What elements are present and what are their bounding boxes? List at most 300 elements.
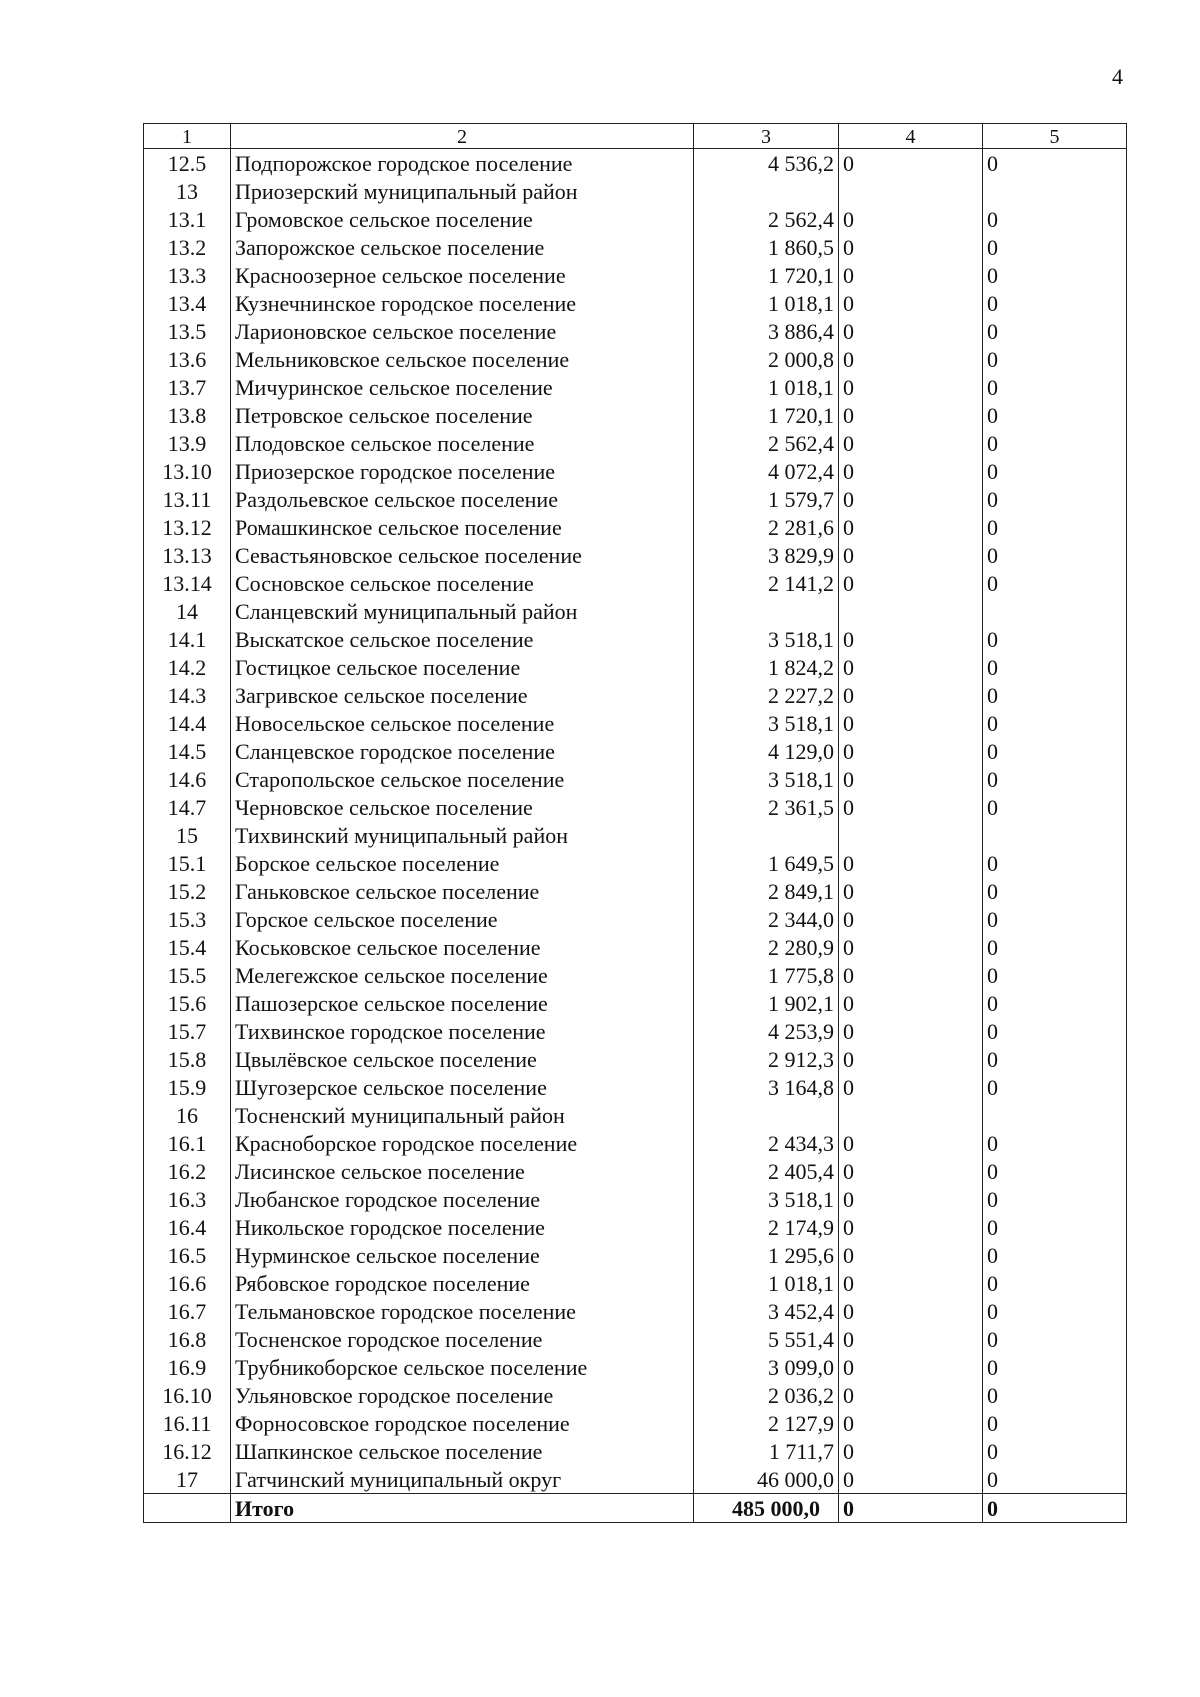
table-row [144,681,1127,709]
col5-cell: 0 [983,1157,1127,1185]
amount-cell: 4 536,2 [694,149,839,178]
row-number: 16.8 [144,1325,231,1353]
row-number: 15.6 [144,989,231,1017]
settlement-name: Нурминское сельское поселение [231,1241,694,1269]
settlement-name: Лисинское сельское поселение [231,1157,694,1185]
amount-cell: 46 000,0 [694,1465,839,1494]
settlement-name: Горское сельское поселение [231,905,694,933]
col4-cell: 0 [839,681,983,709]
table-row [144,1437,1127,1465]
col5-cell: 0 [983,1045,1127,1073]
col4-cell: 0 [839,345,983,373]
col4-cell: 0 [839,1465,983,1494]
total-col4: 0 [839,1494,983,1523]
header-cell-5: 5 [983,124,1127,149]
col4-cell: 0 [839,1353,983,1381]
col4-cell: 0 [839,429,983,457]
settlement-name: Шугозерское сельское поселение [231,1073,694,1101]
total-row [144,1494,1127,1523]
settlement-name: Плодовское сельское поселение [231,429,694,457]
row-number: 13.1 [144,205,231,233]
amount-cell: 1 018,1 [694,373,839,401]
table-row [144,961,1127,989]
col4-cell: 0 [839,877,983,905]
col5-cell: 0 [983,961,1127,989]
row-number: 13.2 [144,233,231,261]
amount-cell: 1 720,1 [694,401,839,429]
table-row [144,1465,1127,1494]
amount-cell: 1 711,7 [694,1437,839,1465]
amount-cell: 3 518,1 [694,625,839,653]
amount-cell: 2 849,1 [694,877,839,905]
table-row [144,1409,1127,1437]
row-number: 13.7 [144,373,231,401]
table-row [144,1241,1127,1269]
settlement-name: Цвылёвское сельское поселение [231,1045,694,1073]
settlement-name: Петровское сельское поселение [231,401,694,429]
col5-cell [983,597,1127,625]
settlement-name: Шапкинское сельское поселение [231,1437,694,1465]
table-row [144,625,1127,653]
amount-cell: 5 551,4 [694,1325,839,1353]
col5-cell: 0 [983,1185,1127,1213]
settlement-name: Гатчинский муниципальный округ [231,1465,694,1494]
col5-cell: 0 [983,1297,1127,1325]
amount-cell: 2 227,2 [694,681,839,709]
table-row [144,261,1127,289]
col5-cell: 0 [983,709,1127,737]
settlement-name: Сланцевское городское поселение [231,737,694,765]
amount-cell: 1 775,8 [694,961,839,989]
settlement-name: Раздольевское сельское поселение [231,485,694,513]
col5-cell: 0 [983,905,1127,933]
col4-cell: 0 [839,1213,983,1241]
col4-cell: 0 [839,1381,983,1409]
table-row [144,1045,1127,1073]
settlement-name: Ларионовское сельское поселение [231,317,694,345]
row-number: 16.5 [144,1241,231,1269]
col5-cell: 0 [983,793,1127,821]
col4-cell: 0 [839,569,983,597]
total-col5: 0 [983,1494,1127,1523]
table-row [144,793,1127,821]
col4-cell: 0 [839,1045,983,1073]
table-row [144,1073,1127,1101]
total-number-cell [144,1494,231,1523]
amount-cell: 2 141,2 [694,569,839,597]
amount-cell: 1 720,1 [694,261,839,289]
row-number: 13.3 [144,261,231,289]
col5-cell: 0 [983,989,1127,1017]
table-row [144,317,1127,345]
table-row [144,149,1127,178]
table-row [144,1353,1127,1381]
table-row [144,345,1127,373]
col4-cell: 0 [839,1269,983,1297]
col5-cell: 0 [983,877,1127,905]
amount-cell: 2 344,0 [694,905,839,933]
col4-cell: 0 [839,737,983,765]
col4-cell: 0 [839,1017,983,1045]
amount-cell: 1 295,6 [694,1241,839,1269]
settlement-name: Мичуринское сельское поселение [231,373,694,401]
col5-cell: 0 [983,513,1127,541]
col5-cell: 0 [983,401,1127,429]
settlement-name: Борское сельское поселение [231,849,694,877]
row-number: 12.5 [144,149,231,178]
col5-cell: 0 [983,457,1127,485]
settlement-name: Громовское сельское поселение [231,205,694,233]
row-number: 16.11 [144,1409,231,1437]
amount-cell [694,597,839,625]
col4-cell: 0 [839,261,983,289]
table-row [144,933,1127,961]
settlement-name: Севастьяновское сельское поселение [231,541,694,569]
table-row [144,233,1127,261]
col4-cell: 0 [839,1437,983,1465]
settlement-name: Трубникоборское сельское поселение [231,1353,694,1381]
table-row [144,1017,1127,1045]
amount-cell: 2 405,4 [694,1157,839,1185]
col5-cell: 0 [983,1073,1127,1101]
row-number: 13.8 [144,401,231,429]
col4-cell: 0 [839,149,983,178]
table-row [144,709,1127,737]
col5-cell: 0 [983,1129,1127,1157]
amount-cell: 2 000,8 [694,345,839,373]
amount-cell: 4 129,0 [694,737,839,765]
col5-cell: 0 [983,1325,1127,1353]
col5-cell: 0 [983,1241,1127,1269]
settlement-name: Сосновское сельское поселение [231,569,694,597]
table-row [144,429,1127,457]
row-number: 16.12 [144,1437,231,1465]
amount-cell: 3 518,1 [694,1185,839,1213]
table-row [144,1325,1127,1353]
row-number: 15.5 [144,961,231,989]
col4-cell: 0 [839,1073,983,1101]
amount-cell: 2 127,9 [694,1409,839,1437]
row-number: 13.10 [144,457,231,485]
col5-cell: 0 [983,849,1127,877]
settlement-name: Мелегежское сельское поселение [231,961,694,989]
settlement-name: Старопольское сельское поселение [231,765,694,793]
settlement-name: Сланцевский муниципальный район [231,597,694,625]
col4-cell: 0 [839,205,983,233]
col4-cell: 0 [839,289,983,317]
row-number: 13.12 [144,513,231,541]
row-number: 15.9 [144,1073,231,1101]
row-number: 13.5 [144,317,231,345]
row-number: 16.6 [144,1269,231,1297]
col4-cell [839,597,983,625]
settlement-name: Ромашкинское сельское поселение [231,513,694,541]
col5-cell: 0 [983,233,1127,261]
col4-cell [839,1101,983,1129]
row-number: 15.4 [144,933,231,961]
table-body [144,124,1127,1523]
col5-cell: 0 [983,261,1127,289]
row-number: 14.1 [144,625,231,653]
col5-cell: 0 [983,569,1127,597]
settlement-name: Ульяновское городское поселение [231,1381,694,1409]
table-row [144,1381,1127,1409]
row-number: 13.6 [144,345,231,373]
col5-cell: 0 [983,485,1127,513]
settlement-name: Красноборское городское поселение [231,1129,694,1157]
table-row [144,597,1127,625]
settlement-name: Ганьковское сельское поселение [231,877,694,905]
col4-cell: 0 [839,485,983,513]
row-number: 13.11 [144,485,231,513]
col5-cell: 0 [983,933,1127,961]
col4-cell: 0 [839,1297,983,1325]
col5-cell: 0 [983,681,1127,709]
col4-cell [839,177,983,205]
table-row [144,373,1127,401]
table-row [144,401,1127,429]
row-number: 15.1 [144,849,231,877]
settlement-name: Приозерский муниципальный район [231,177,694,205]
col4-cell: 0 [839,373,983,401]
col5-cell: 0 [983,765,1127,793]
amount-cell: 2 036,2 [694,1381,839,1409]
amount-cell: 1 902,1 [694,989,839,1017]
col5-cell: 0 [983,289,1127,317]
col4-cell: 0 [839,961,983,989]
amount-cell: 4 072,4 [694,457,839,485]
total-label: Итого [231,1494,694,1523]
row-number: 14.2 [144,653,231,681]
col5-cell: 0 [983,1465,1127,1494]
settlement-name: Выскатское сельское поселение [231,625,694,653]
col4-cell: 0 [839,849,983,877]
col5-cell: 0 [983,1213,1127,1241]
col5-cell [983,177,1127,205]
amount-cell: 3 886,4 [694,317,839,345]
col5-cell: 0 [983,1437,1127,1465]
amount-cell [694,1101,839,1129]
col4-cell: 0 [839,1325,983,1353]
row-number: 15.3 [144,905,231,933]
row-number: 16.3 [144,1185,231,1213]
col4-cell: 0 [839,513,983,541]
settlement-name: Любанское городское поселение [231,1185,694,1213]
col4-cell: 0 [839,1241,983,1269]
row-number: 16.10 [144,1381,231,1409]
amount-cell: 1 824,2 [694,653,839,681]
col4-cell: 0 [839,653,983,681]
amount-cell: 2 562,4 [694,205,839,233]
amount-cell: 2 174,9 [694,1213,839,1241]
amount-cell: 4 253,9 [694,1017,839,1045]
row-number: 13 [144,177,231,205]
settlement-name: Форносовское городское поселение [231,1409,694,1437]
row-number: 15.7 [144,1017,231,1045]
settlement-name: Тосненское городское поселение [231,1325,694,1353]
row-number: 16 [144,1101,231,1129]
table-row [144,989,1127,1017]
col4-cell: 0 [839,765,983,793]
table-row [144,1157,1127,1185]
table-row [144,765,1127,793]
col5-cell: 0 [983,1353,1127,1381]
settlement-name: Подпорожское городское поселение [231,149,694,178]
settlement-name: Рябовское городское поселение [231,1269,694,1297]
allocation-table [143,123,1127,1523]
col4-cell: 0 [839,709,983,737]
header-cell-1: 1 [144,124,231,149]
table-row [144,1101,1127,1129]
col5-cell: 0 [983,1269,1127,1297]
amount-cell: 2 434,3 [694,1129,839,1157]
settlement-name: Новосельское сельское поселение [231,709,694,737]
table-row [144,877,1127,905]
table-row [144,513,1127,541]
settlement-name: Приозерское городское поселение [231,457,694,485]
col5-cell: 0 [983,1409,1127,1437]
col4-cell: 0 [839,905,983,933]
row-number: 13.9 [144,429,231,457]
row-number: 14.4 [144,709,231,737]
amount-cell: 3 829,9 [694,541,839,569]
settlement-name: Тельмановское городское поселение [231,1297,694,1325]
settlement-name: Загривское сельское поселение [231,681,694,709]
col4-cell: 0 [839,233,983,261]
row-number: 14.3 [144,681,231,709]
col5-cell: 0 [983,429,1127,457]
table-row [144,457,1127,485]
amount-cell: 1 018,1 [694,1269,839,1297]
amount-cell: 2 912,3 [694,1045,839,1073]
header-cell-4: 4 [839,124,983,149]
amount-cell: 1 018,1 [694,289,839,317]
row-number: 15 [144,821,231,849]
table-row [144,289,1127,317]
row-number: 13.14 [144,569,231,597]
col5-cell: 0 [983,737,1127,765]
amount-cell: 1 860,5 [694,233,839,261]
table-row [144,1185,1127,1213]
col4-cell: 0 [839,541,983,569]
row-number: 16.9 [144,1353,231,1381]
total-amount: 485 000,0 [694,1494,839,1523]
table-row [144,737,1127,765]
amount-cell: 2 280,9 [694,933,839,961]
row-number: 14.5 [144,737,231,765]
table-row [144,485,1127,513]
table-row [144,1129,1127,1157]
table-row [144,905,1127,933]
settlement-name: Тосненский муниципальный район [231,1101,694,1129]
col5-cell: 0 [983,373,1127,401]
amount-cell: 1 579,7 [694,485,839,513]
amount-cell: 2 562,4 [694,429,839,457]
row-number: 15.2 [144,877,231,905]
row-number: 17 [144,1465,231,1494]
row-number: 13.13 [144,541,231,569]
settlement-name: Запорожское сельское поселение [231,233,694,261]
amount-cell [694,821,839,849]
row-number: 14.6 [144,765,231,793]
amount-cell: 3 164,8 [694,1073,839,1101]
table-row [144,205,1127,233]
amount-cell: 1 649,5 [694,849,839,877]
settlement-name: Черновское сельское поселение [231,793,694,821]
table-row [144,177,1127,205]
col4-cell: 0 [839,457,983,485]
table-row [144,849,1127,877]
row-number: 16.4 [144,1213,231,1241]
col5-cell: 0 [983,653,1127,681]
col5-cell: 0 [983,345,1127,373]
settlement-name: Коськовское сельское поселение [231,933,694,961]
row-number: 14.7 [144,793,231,821]
col4-cell: 0 [839,317,983,345]
amount-cell: 3 452,4 [694,1297,839,1325]
amount-cell: 2 361,5 [694,793,839,821]
col5-cell: 0 [983,1017,1127,1045]
col5-cell [983,821,1127,849]
row-number: 16.7 [144,1297,231,1325]
col5-cell: 0 [983,149,1127,178]
settlement-name: Тихвинское городское поселение [231,1017,694,1045]
col4-cell: 0 [839,933,983,961]
settlement-name: Кузнечнинское городское поселение [231,289,694,317]
table-row [144,541,1127,569]
settlement-name: Мельниковское сельское поселение [231,345,694,373]
table-row [144,1213,1127,1241]
col5-cell: 0 [983,541,1127,569]
amount-cell [694,177,839,205]
amount-cell: 3 518,1 [694,765,839,793]
col5-cell: 0 [983,205,1127,233]
col5-cell: 0 [983,317,1127,345]
table-row [144,569,1127,597]
col4-cell: 0 [839,1185,983,1213]
header-cell-2: 2 [231,124,694,149]
col4-cell: 0 [839,1157,983,1185]
row-number: 13.4 [144,289,231,317]
row-number: 16.2 [144,1157,231,1185]
col4-cell: 0 [839,1409,983,1437]
table-row [144,1269,1127,1297]
settlement-name: Никольское городское поселение [231,1213,694,1241]
col4-cell: 0 [839,793,983,821]
header-cell-3: 3 [694,124,839,149]
col4-cell: 0 [839,1129,983,1157]
col4-cell: 0 [839,401,983,429]
col5-cell: 0 [983,1381,1127,1409]
table-row [144,821,1127,849]
col4-cell: 0 [839,989,983,1017]
row-number: 14 [144,597,231,625]
col4-cell [839,821,983,849]
col5-cell [983,1101,1127,1129]
col4-cell: 0 [839,625,983,653]
amount-cell: 2 281,6 [694,513,839,541]
settlement-name: Пашозерское сельское поселение [231,989,694,1017]
row-number: 15.8 [144,1045,231,1073]
table-header-row [144,124,1127,149]
col5-cell: 0 [983,625,1127,653]
settlement-name: Красноозерное сельское поселение [231,261,694,289]
table-row [144,1297,1127,1325]
amount-cell: 3 099,0 [694,1353,839,1381]
row-number: 16.1 [144,1129,231,1157]
table-row [144,653,1127,681]
settlement-name: Тихвинский муниципальный район [231,821,694,849]
